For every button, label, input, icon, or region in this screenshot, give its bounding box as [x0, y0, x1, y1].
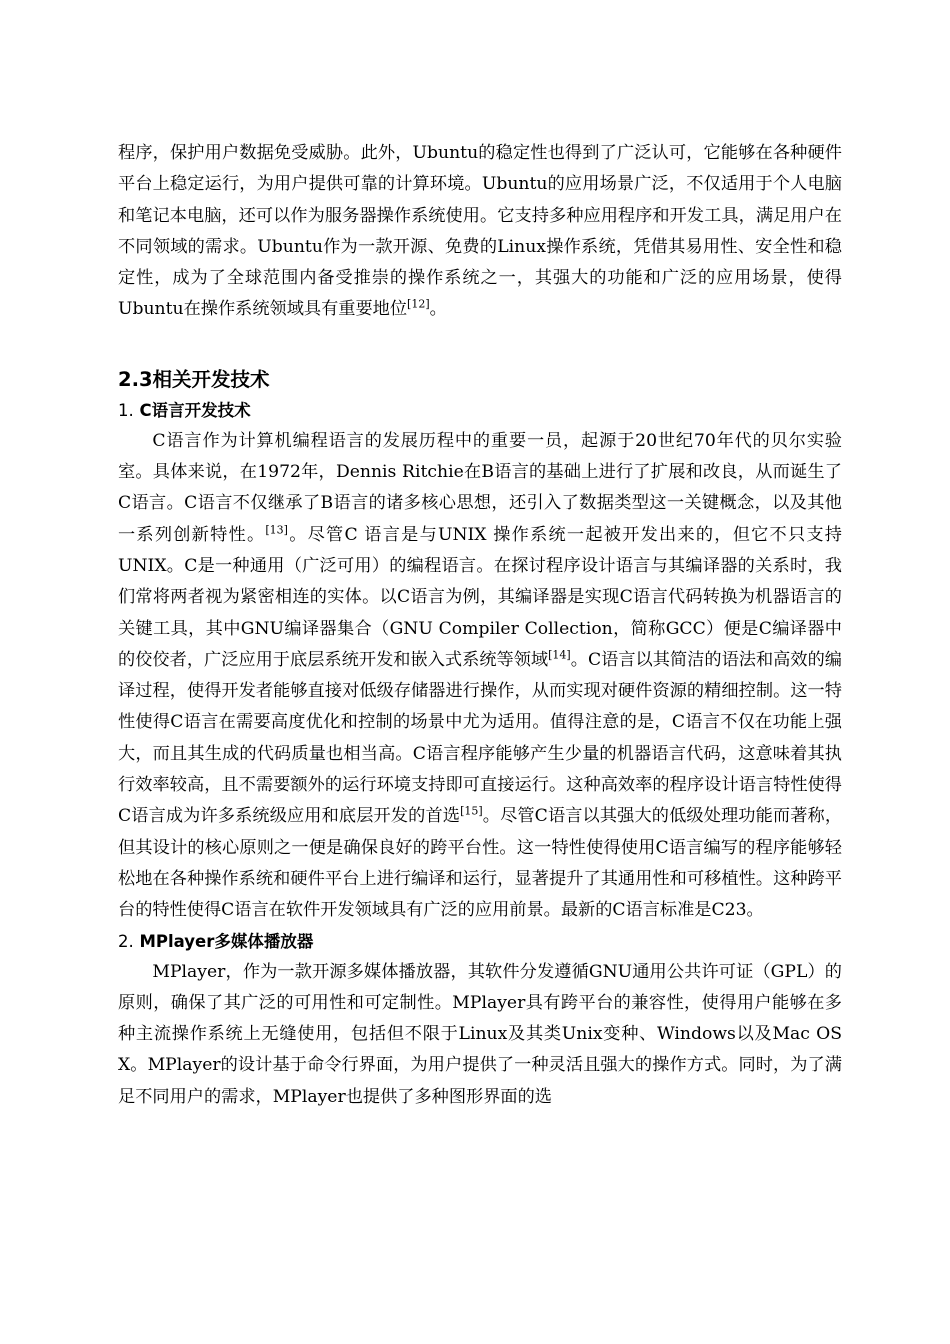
- citation-13: [13]: [265, 522, 288, 536]
- c-language-text-1: C语言作为计算机编程语言的发展历程中的重要一员，起源于20世纪70年代的贝尔实验室。具体来说，在1972年，Dennis Ritchie在B语言的基础上进行了扩展和改良，从而诞生了C语言。C语言不仅继承了B语言的诸多核心思想，还引入了数据类型这一关键概念，以及其他一系列创新特性。: [118, 430, 842, 545]
- mplayer-paragraph: [118, 957, 842, 1113]
- c-language-title: C语言开发技术: [139, 400, 251, 420]
- document-page: [118, 138, 842, 1113]
- mplayer-number: 2.: [118, 931, 134, 951]
- mplayer-title: MPlayer多媒体播放器: [139, 931, 314, 951]
- intro-paragraph: [118, 138, 842, 326]
- c-language-text-4: 。尽管C语言以其强大的低级处理功能而著称，但其设计的核心原则之一便是确保良好的跨平台性。这一特性使得使用C语言编写的程序能够轻松地在各种操作系统和硬件平台上进行编译和运行，显著提升了其通用性和可移植性。这种跨平台的特性使得C语言在软件开发领域具有广泛的应用前景。最新的C语言标准是C23。: [118, 806, 843, 921]
- citation-14: [14]: [548, 648, 571, 662]
- c-language-paragraph: [118, 426, 842, 927]
- citation-15: [15]: [460, 804, 483, 818]
- c-language-text-2: 。尽管C 语言是与UNIX 操作系统一起被开发出来的，但它不只支持UNIX。C是一种通用（广泛可用）的编程语言。在探讨程序设计语言与其编译器的关系时，我们常将两者视为紧密相连的实体。以C语言为例，其编译器是实现C语言代码转换为机器语言的关键工具，其中GNU编译器集合（GNU Compiler Collection，简称GCC）便是C编译器中的佼佼者，广泛应用于底层系统开发和嵌入式系统等领域: [118, 524, 842, 670]
- intro-text: 程序，保护用户数据免受威胁。此外，Ubuntu的稳定性也得到了广泛认可，它能够在各种硬件平台上稳定运行，为用户提供可靠的计算环境。Ubuntu的应用场景广泛，不仅适用于个人电脑和笔记本电脑，还可以作为服务器操作系统使用。它支持多种应用程序和开发工具，满足用户在不同领域的需求。Ubuntu作为一款开源、免费的Linux操作系统，凭借其易用性、安全性和稳定性，成为了全球范围内备受推崇的操作系统之一，其强大的功能和广泛的应用场景，使得Ubuntu在操作系统领域具有重要地位: [118, 143, 842, 320]
- intro-end: 。: [429, 299, 447, 320]
- c-language-heading: [118, 396, 842, 426]
- c-language-number: 1.: [118, 400, 134, 420]
- mplayer-text: MPlayer，作为一款开源多媒体播放器，其软件分发遵循GNU通用公共许可证（GPL）的原则，确保了其广泛的可用性和可定制性。MPlayer具有跨平台的兼容性，使得用户能够在多种主流操作系统上无缝使用，包括但不限于Linux及其类Unix变种、Windows以及Mac OS X。MPlayer的设计基于命令行界面，为用户提供了一种灵活且强大的操作方式。同时，为了满足不同用户的需求，MPlayer也提供了多种图形界面的选: [118, 961, 842, 1107]
- citation-12: [12]: [407, 297, 430, 311]
- mplayer-heading: [118, 927, 842, 957]
- section-title: 2.3相关开发技术: [118, 367, 270, 391]
- c-language-text-3: 。C语言以其简洁的语法和高效的编译过程，使得开发者能够直接对低级存储器进行操作，从而实现对硬件资源的精细控制。这一特性使得C语言在需要高度优化和控制的场景中尤为适用。值得注意的是，C语言不仅在功能上强大，而且其生成的代码质量也相当高。C语言程序能够产生少量的机器语言代码，这意味着其执行效率较高，且不需要额外的运行环境支持即可直接运行。这种高效率的程序设计语言特性使得C语言成为许多系统级应用和底层开发的首选: [118, 649, 842, 827]
